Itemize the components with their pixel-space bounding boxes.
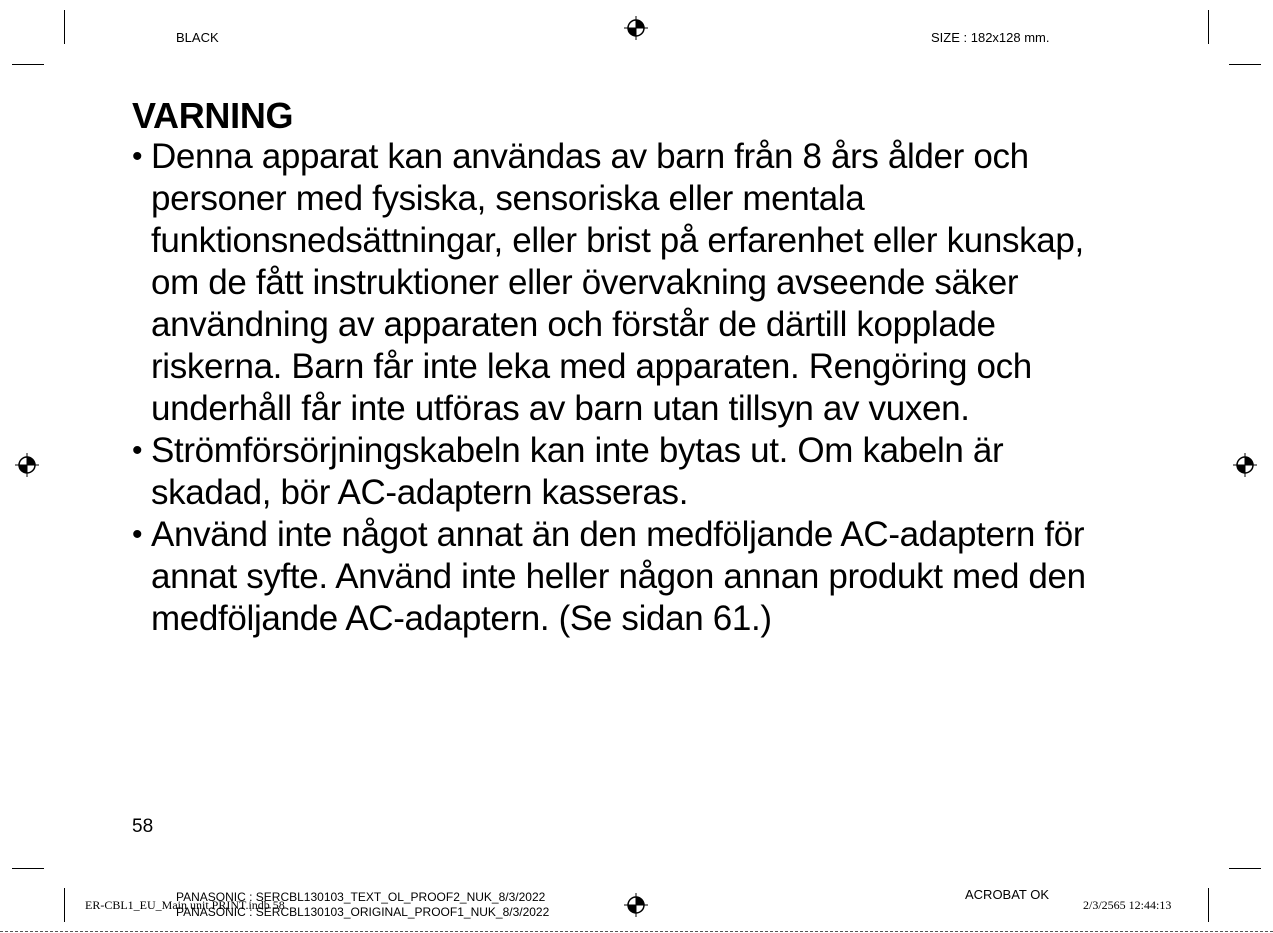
registration-mark-right-icon [1233, 453, 1257, 477]
registration-mark-left-icon [15, 453, 39, 477]
page-content [132, 96, 1142, 640]
text-line: Strömförsörjningskabeln kan inte bytas ut. Om kabeln är [151, 431, 1004, 470]
registration-mark-top-icon [624, 16, 648, 40]
warning-heading: VARNING [132, 95, 294, 136]
registration-mark-bottom-icon [624, 893, 648, 917]
size-label: SIZE : 182x128 mm. [931, 30, 1050, 45]
crop-mark-bottom-left-horizontal [12, 868, 44, 869]
crop-mark-top-left-vertical [64, 10, 65, 44]
proof-line-2: PANASONIC : SERCBL130103_ORIGINAL_PROOF1_NUK_8/3/2022 [176, 905, 550, 919]
bullet-symbol: • [132, 518, 143, 551]
warning-list [132, 136, 1142, 640]
text-line: funktionsnedsättningar, eller brist på erfarenhet eller kunskap, [151, 221, 1084, 260]
file-name-label: ER-CBL1_EU_Main unit PRINT.indb 58 [85, 898, 285, 912]
crop-mark-bottom-right-vertical [1208, 888, 1209, 922]
color-label: BLACK [176, 30, 219, 45]
proof-line-1: PANASONIC : SERCBL130103_TEXT_OL_PROOF2_NUK_8/3/2022 [176, 890, 546, 904]
bullet-symbol: • [132, 434, 143, 467]
text-line: riskerna. Barn får inte leka med apparaten. Rengöring och [151, 347, 1032, 386]
crop-mark-bottom-right-horizontal [1229, 868, 1261, 869]
text-line: underhåll får inte utföras av barn utan tillsyn av vuxen. [151, 389, 970, 428]
crop-mark-top-right-horizontal [1229, 64, 1261, 65]
bullet-symbol: • [132, 140, 143, 173]
crop-mark-top-left-horizontal [12, 64, 44, 65]
bottom-dashed-rule [0, 931, 1273, 932]
text-line: om de fått instruktioner eller övervakning avseende säker [151, 263, 1019, 302]
text-line: Denna apparat kan användas av barn från 8 års ålder och [151, 137, 1029, 176]
warning-item-2 [132, 430, 1142, 514]
text-line: Använd inte något annat än den medföljande AC-adaptern för [151, 515, 1085, 554]
text-line: annat syfte. Använd inte heller någon annan produkt med den [151, 557, 1086, 596]
text-line: användning av apparaten och förstår de därtill kopplade [151, 305, 996, 344]
crop-mark-top-right-vertical [1208, 10, 1209, 44]
warning-item-3 [132, 514, 1142, 640]
timestamp-label: 2/3/2565 12:44:13 [1083, 898, 1172, 912]
page-number: 58 [132, 816, 154, 837]
crop-mark-bottom-left-vertical [64, 888, 65, 922]
warning-item-1 [132, 136, 1142, 430]
text-line: medföljande AC-adaptern. (Se sidan 61.) [151, 599, 772, 638]
acrobat-label: ACROBAT OK [965, 887, 1050, 902]
text-line: skadad, bör AC-adaptern kasseras. [151, 473, 689, 512]
text-line: personer med fysiska, sensoriska eller mentala [151, 179, 865, 218]
